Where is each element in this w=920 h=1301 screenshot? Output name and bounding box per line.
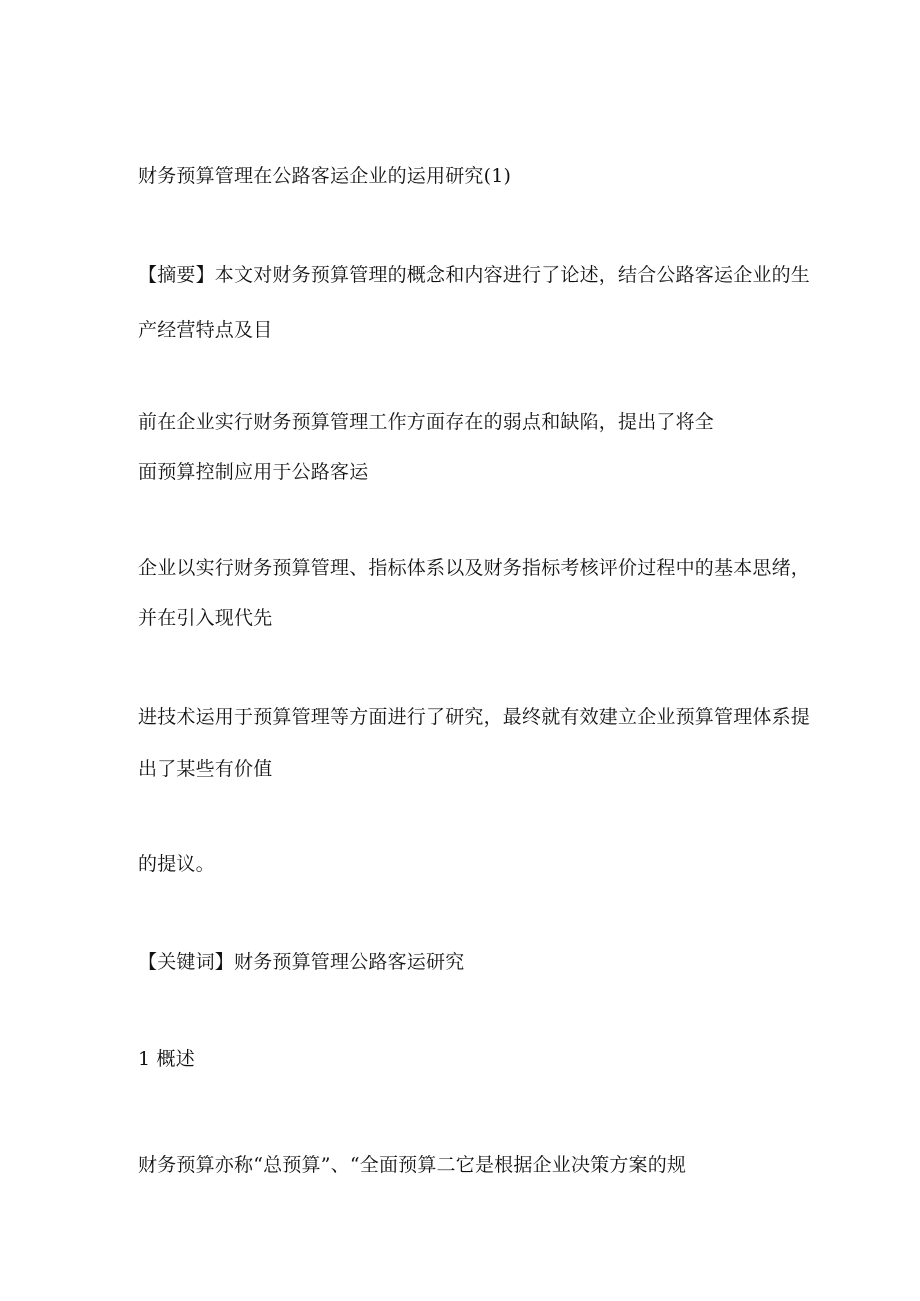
document-title: 财务预算管理在公路客运企业的运用研究(1): [138, 165, 512, 187]
abstract-line-1: 【摘要】本文对财务预算管理的概念和内容进行了论述，结合公路客运企业的生: [138, 264, 811, 286]
abstract-line-3: 前在企业实行财务预算管理工作方面存在的弱点和缺陷，提出了将全: [138, 411, 715, 433]
abstract-line-5: 企业以实行财务预算管理、指标体系以及财务指标考核评价过程中的基本思绪，: [138, 557, 811, 579]
abstract-line-9: 的提议。: [138, 853, 215, 875]
section-heading: 1 概述: [138, 1048, 195, 1070]
abstract-line-7: 进技术运用于预算管理等方面进行了研究，最终就有效建立企业预算管理体系提: [138, 706, 811, 728]
keywords-line: 【关键词】财务预算管理公路客运研究: [138, 951, 465, 973]
abstract-line-2: 产经营特点及目: [138, 319, 273, 341]
abstract-line-6: 并在引入现代先: [138, 607, 273, 629]
abstract-line-4: 面预算控制应用于公路客运: [138, 461, 369, 483]
abstract-line-8: 出了某些有价值: [138, 758, 273, 780]
section-paragraph-line: 财务预算亦称“总预算”、“全面预算二它是根据企业决策方案的规: [138, 1154, 687, 1176]
